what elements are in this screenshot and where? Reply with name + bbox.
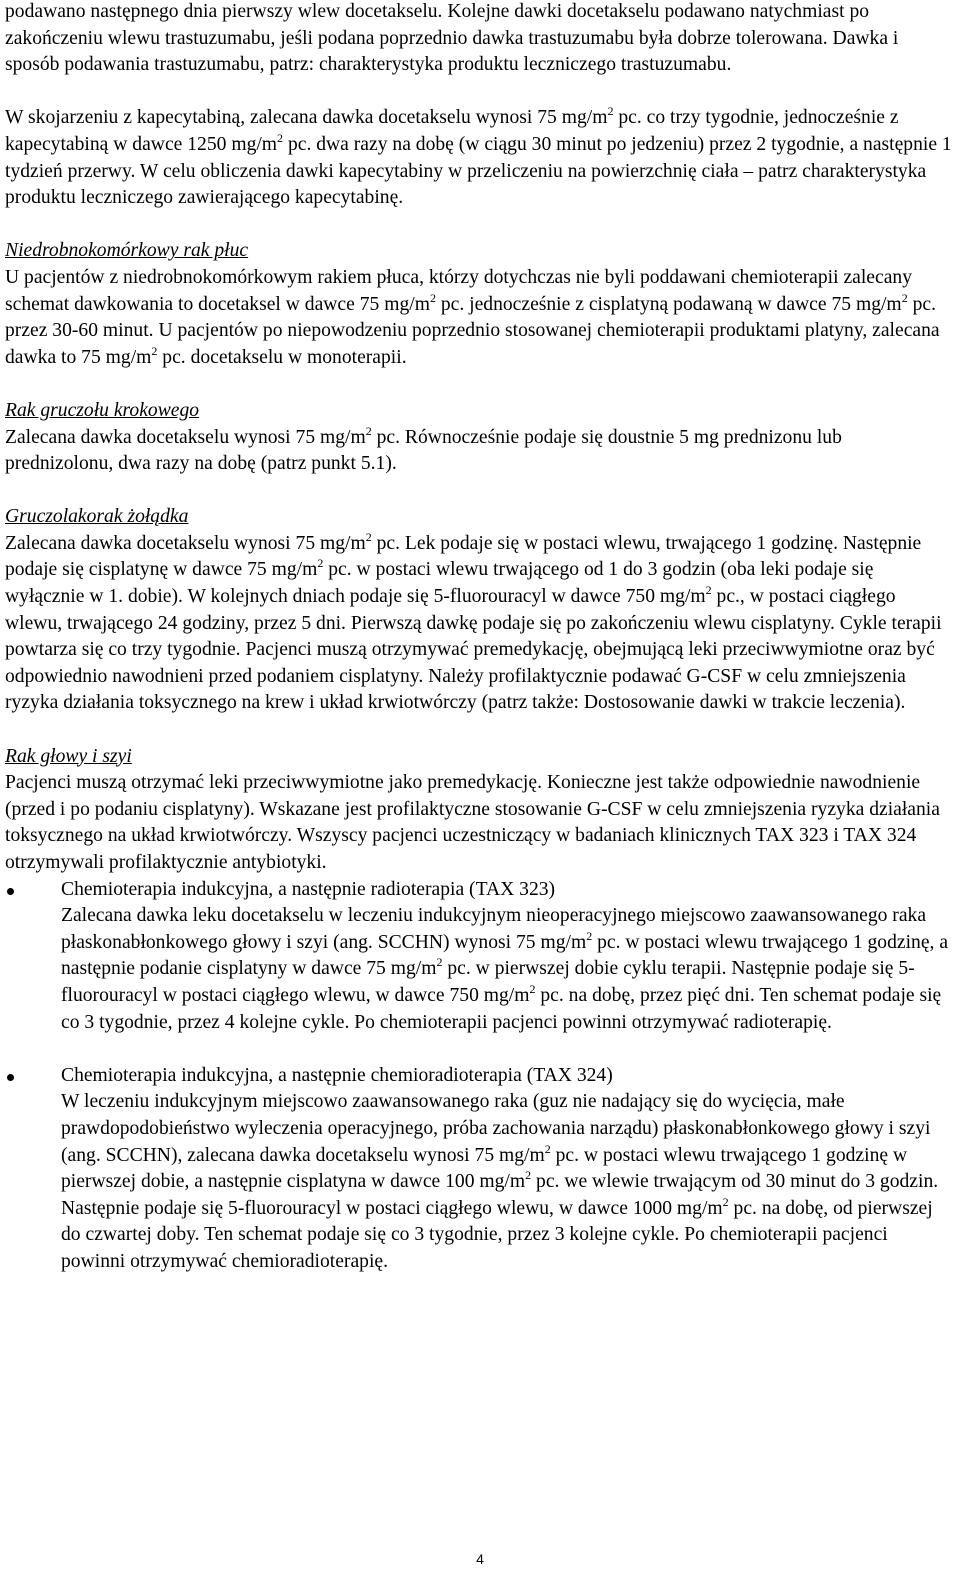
- superscript: 2: [586, 928, 593, 943]
- superscript: 2: [722, 1194, 729, 1209]
- section-head-neck: [5, 744, 955, 877]
- text-run: pc. Lek podaje się w postaci wlewu, trwającego 1 godzinę. Następnie podaje się cisplatynę w dawce 75 mg/m: [5, 532, 922, 581]
- bullet-list: [5, 877, 955, 1276]
- section-heading: Rak głowy i szyi: [5, 745, 132, 767]
- section-heading: Gruczolakorak żołądka: [5, 506, 189, 528]
- superscript: 2: [429, 290, 436, 305]
- superscript: 2: [607, 104, 614, 119]
- text-run: pc. w postaci wlewu trwającego 1 godzinę, a następnie podanie cisplatyny w dawce 75 mg/m: [61, 931, 949, 980]
- text-run: pc., w postaci ciągłego wlewu, trwającego 24 godziny, przez 5 dni. Pierwszą dawkę podaje się po zakończeniu wlewu cisplatyny. Cykle terapii powtarza się co trzy tygodnie. Pacjenci muszą otrzymywać premedykację, obejmującą leki przeciwwymiotne oraz być odpowiednio nawodnieni przed podaniem cisplatyny. Należy profilaktycznie podawać G-CSF w celu zmniejszenia ryzyka działania toksycznego na krew i układ krwiotwórczy (patrz także: Dostosowanie dawki w trakcie leczenia).: [5, 586, 942, 714]
- capecitabine-paragraph: [5, 105, 955, 211]
- text-run: pc. przez 30-60 minut. U pacjentów po niepowodzeniu poprzednio stosowanej chemioterapii produktami platyny, zalecana dawka to 75 mg/m: [5, 293, 940, 368]
- text-run: pc. jednocześnie z cisplatyną podawaną w dawce 75 mg/m: [435, 293, 902, 315]
- text-run: pc. we wlewie trwającym od 30 minut do 3 godzin. Następnie podaje się 5-fluorouracyl w postaci ciągłego wlewu, w dawce 1000 mg/m: [61, 1171, 939, 1219]
- superscript: 2: [365, 529, 372, 544]
- text-run: pc. Równocześnie podaje się doustnie 5 mg prednizonu lub prednizolonu, dwa razy na dobę (patrz punkt 5.1).: [5, 426, 842, 475]
- text-run: pc. co trzy tygodnie, jednocześnie z kapecytabiną w dawce 1250 mg/m: [5, 107, 899, 155]
- superscript: 2: [544, 1141, 551, 1156]
- text-run: pc. na dobę, przez pięć dni. Ten schemat podaje się co 3 tygodnie, przez 4 kolejne cykle. Po chemioterapii pacjenci powinni otrzymywać radioterapię.: [61, 984, 942, 1033]
- list-item: [5, 1063, 955, 1276]
- text-run: pc. dwa razy na dobę (w ciągu 30 minut po jedzeniu) przez 2 tygodnie, a następnie 1 tydzień przerwy. W celu obliczenia dawki kapecytabiny w przeliczeniu na powierzchnię ciała – patrz charakterystyka produktu leczniczego zawierającego kapecytabinę.: [5, 133, 952, 209]
- bullet-icon: [7, 888, 14, 895]
- prostate-paragraph: [5, 425, 955, 478]
- text-run: pc. w pierwszej dobie cyklu terapii. Następnie podaje się 5-fluorouracyl w postaci ciągłego wlewu, w dawce 750 mg/m: [61, 958, 915, 1006]
- superscript: 2: [317, 556, 324, 571]
- section-nsclc: [5, 238, 955, 371]
- bullet-icon: [7, 1074, 14, 1081]
- list-item-body: [61, 1089, 955, 1275]
- section-heading: Niedrobnokomórkowy rak płuc: [5, 240, 249, 262]
- page-number: 4: [476, 1551, 484, 1567]
- superscript: 2: [525, 1168, 532, 1183]
- list-item-body: [61, 903, 955, 1036]
- superscript: 2: [151, 343, 158, 358]
- nsclc-paragraph: [5, 265, 955, 371]
- text-run: pc. w postaci wlewu trwającego od 1 do 3 godzin (oba leki podaje się wyłącznie w 1. dobie). W kolejnych dniach podaje się 5-fluorouracyl w dawce 750 mg/m: [5, 559, 874, 608]
- superscript: 2: [436, 955, 443, 970]
- section-prostate: [5, 398, 955, 478]
- list-item-title: Chemioterapia indukcyjna, a następnie chemioradioterapia (TAX 324): [61, 1064, 613, 1086]
- text-run: pc. na dobę, od pierwszej do czwartej doby. Ten schemat podaje się co 3 tygodnie, przez 3 kolejne cykle. Po chemioterapii pacjenci powinni otrzymywać chemioradioterapię.: [61, 1197, 933, 1272]
- section-gastric: [5, 504, 955, 717]
- text-run: W skojarzeniu z kapecytabiną, zalecana dawka docetakselu wynosi 75 mg/m: [5, 107, 608, 129]
- intro-paragraph: podawano następnego dnia pierwszy wlew docetakselu. Kolejne dawki docetakselu podawano natychmiast po zakończeniu wlewu trastuzumabu, jeśli podana poprzednio dawka trastuzumabu była dobrze tolerowana. Dawka i sposób podawania trastuzumabu, patrz: charakterystyka produktu leczniczego trastuzumabu.: [5, 1, 899, 76]
- section-heading: Rak gruczołu krokowego: [5, 399, 200, 421]
- head-neck-paragraph: Pacjenci muszą otrzymać leki przeciwwymiotne jako premedykację. Konieczne jest także odpowiednie nawodnienie (przed i po podaniu cisplatyny). Wskazane jest profilaktyczne stosowanie G-CSF w celu zmniejszenia ryzyka działania toksycznego na układ krwiotwórczy. Wszyscy pacjenci uczestniczący w badaniach klinicznych TAX 323 i TAX 324 otrzymywali profilaktycznie antybiotyki.: [5, 772, 940, 873]
- gastric-paragraph: [5, 531, 955, 717]
- document-page: [5, 0, 955, 1276]
- text-run: Zalecana dawka leku docetakselu w leczeniu indukcyjnym nieoperacyjnego miejscowo zaawansowanego raka płaskonabłonkowego głowy i szyi (ang. SCCHN) wynosi 75 mg/m: [61, 905, 927, 953]
- superscript: 2: [529, 981, 536, 996]
- superscript: 2: [365, 423, 372, 438]
- text-run: U pacjentów z niedrobnokomórkowym rakiem płuca, którzy dotychczas nie byli poddawani chemioterapii zalecany schemat dawkowania to docetaksel w dawce 75 mg/m: [5, 266, 912, 315]
- text-run: Zalecana dawka docetakselu wynosi 75 mg/m: [5, 426, 366, 448]
- superscript: 2: [277, 130, 284, 145]
- text-run: W leczeniu indukcyjnym miejscowo zaawansowanego raka (guz nie nadający się do wycięcia, małe prawdopodobieństwo wyleczenia operacyjnego, próba zachowania narządu) płaskonabłonkowego głowy i szyi (ang. SCCHN), zalecana dawka docetakselu wynosi 75 mg/m: [61, 1091, 931, 1166]
- list-item-title: Chemioterapia indukcyjna, a następnie radioterapia (TAX 323): [61, 878, 556, 900]
- text-run: pc. w postaci wlewu trwającego 1 godzinę w pierwszej dobie, a następnie cisplatyna w dawce 100 mg/m: [61, 1144, 908, 1193]
- superscript: 2: [901, 290, 908, 305]
- text-run: pc. docetakselu w monoterapii.: [157, 346, 407, 368]
- superscript: 2: [705, 583, 712, 598]
- list-item: [5, 877, 955, 1037]
- text-run: Zalecana dawka docetakselu wynosi 75 mg/m: [5, 532, 366, 554]
